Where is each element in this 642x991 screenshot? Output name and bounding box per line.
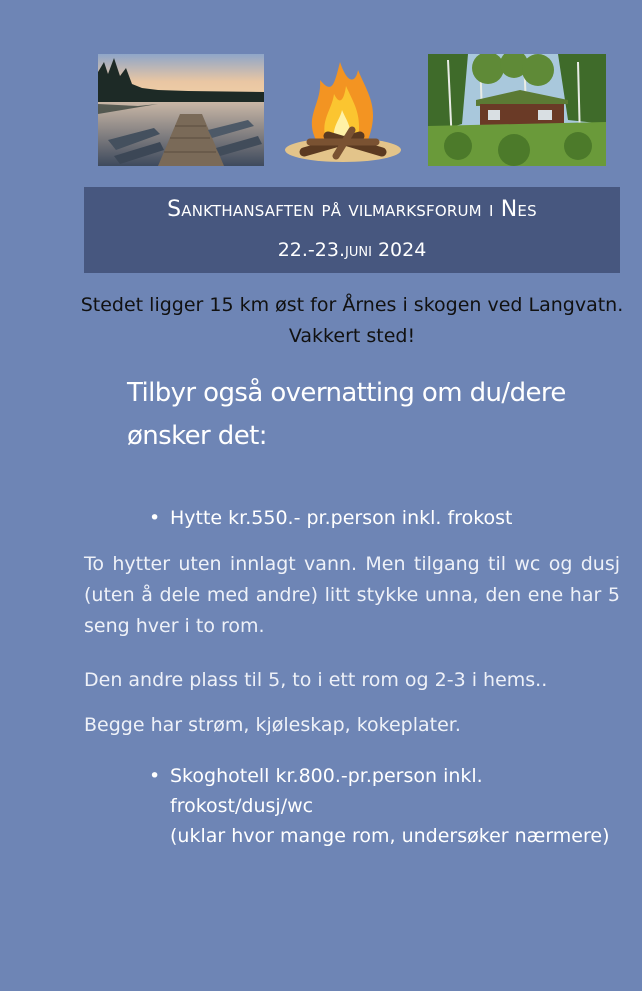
campfire-icon [282,56,404,166]
hotel-offer-note: (uklar hvor mange rom, undersøker nærmere) [170,825,610,847]
lake-photo [98,54,264,166]
cabin-offer-item [149,503,610,533]
location-intro: Stedet ligger 15 km øst for Årnes i skogen ved Langvatn. Vakkert sted! [80,294,624,347]
accommodation-heading: Tilbyr også overnatting om du/dere ønsker det: [127,378,566,451]
cabin-detail-3: Begge har strøm, kjøleskap, kokeplater. [84,714,461,736]
cabin-detail-2: Den andre plass til 5, to i ett rom og 2-3 i hems.. [84,669,548,691]
cabin-photo [428,54,606,166]
hotel-offer-text: Skoghotell kr.800.-pr.person inkl. frokost/dusj/wc [170,765,483,817]
bullet-icon: • [149,507,161,529]
event-banner [84,187,620,273]
hotel-offer-item [149,761,620,851]
cabin-offer-text: Hytte kr.550.- pr.person inkl. frokost [170,507,513,529]
bullet-icon: • [149,765,161,787]
event-date: 22.-23.juni 2024 [277,239,427,261]
event-title: Sankthansaften på vilmarksforum i Nes [167,197,537,222]
cabin-detail-1: To hytter uten innlagt vann. Men tilgang til wc og dusj (uten å dele med andre) litt stykke unna, den ene har 5 seng hver i to rom. [84,553,620,637]
